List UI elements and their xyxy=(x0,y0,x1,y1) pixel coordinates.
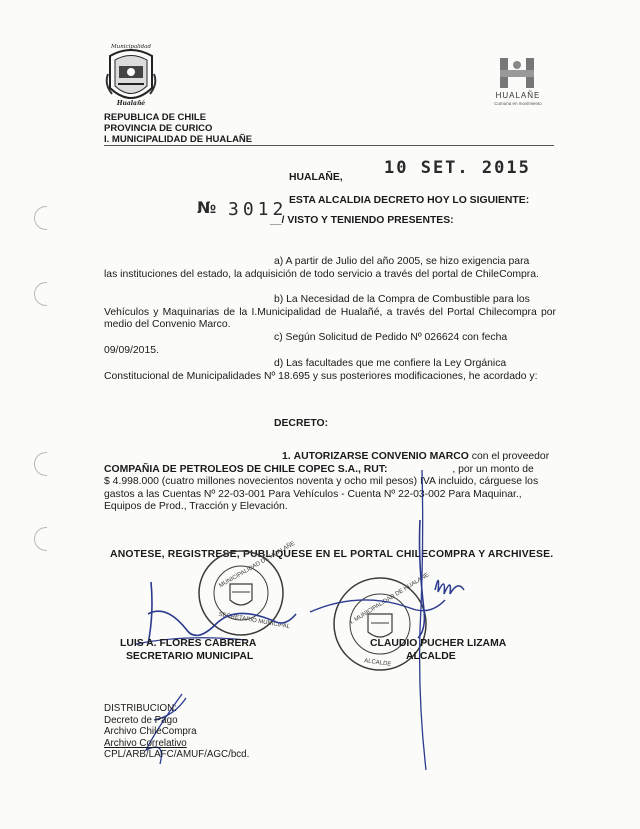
mayor-signature xyxy=(300,520,470,640)
punch-hole xyxy=(34,452,47,476)
secretary-name: LUIS A. FLORES CABRERA xyxy=(120,638,257,649)
visto-line: __/ VISTO Y TENIENDO PRESENTES: xyxy=(270,215,454,226)
distribution-item: Archivo ChileCompra xyxy=(104,726,197,737)
consideration-d: d) Las facultades que me confiere la Ley Orgánica Constitucional de Municipalidades Nº 18.695 y sus posteriores modificaciones, he acordado y: xyxy=(104,358,538,382)
header-municipality: I. MUNICIPALIDAD DE HUALAÑE xyxy=(104,134,253,145)
svg-text:№: № xyxy=(197,198,217,217)
mayor-seal-top: I. MUNICIPALIDAD DE HUALAÑE xyxy=(349,572,431,626)
hualane-h-icon xyxy=(486,56,550,90)
header-divider xyxy=(104,145,554,146)
decreto-title: DECRETO: xyxy=(274,418,329,429)
header-country: REPUBLICA DE CHILE xyxy=(104,112,207,123)
punch-hole xyxy=(34,282,47,306)
logo-name: HUALAÑE xyxy=(495,91,541,100)
number-symbol-icon xyxy=(196,198,217,217)
header-block xyxy=(104,112,252,145)
intro-line: ESTA ALCALDIA DECRETO HOY LO SIGUIENTE: xyxy=(289,195,530,206)
consideration-c: c) Según Solicitud de Pedido Nº 026624 con fecha 09/09/2015. xyxy=(104,332,508,356)
place-label: HUALAÑE, xyxy=(289,172,343,183)
date-stamp: 10 SET. 2015 xyxy=(384,158,531,178)
crest-top-text: Municipalidad xyxy=(111,44,151,50)
distribution-item: Decreto de Pago xyxy=(104,714,178,726)
secretary-seal-top: MUNICIPALIDAD DE HUALAÑE xyxy=(218,540,297,590)
distribution-title: DISTRIBUCION: xyxy=(104,703,177,714)
header-province: PROVINCIA DE CURICO xyxy=(104,123,213,134)
punch-hole xyxy=(34,527,47,551)
punch-hole xyxy=(34,206,47,230)
distribution-item: Archivo Correlativo xyxy=(104,737,187,749)
mayor-title: ALCALDE xyxy=(406,651,456,662)
considerations xyxy=(104,256,556,383)
decree-item: 1. AUTORIZARSE CONVENIO MARCO con el proveedor COMPAÑIA DE PETROLEOS DE CHILE COPEC S.A., RUT: , por un monto de $ 4.998.000 (cuatro millones novecientos noventa y ocho mil pesos) IVA incluido, cárguese los gastos a las Cuentas Nº 22-03-001 Para Vehículos - Cuenta Nº 22-03-002 Para Maquinar., Equipos de Prod., Tracción y Elevación. xyxy=(104,451,556,514)
secretary-seal-bottom: SECRETARIO MUNICIPAL xyxy=(218,611,291,631)
consideration-b: b) La Necesidad de la Compra de Combustible para los Vehículos y Maquinarias de la I.Municipalidad de Hualañé, a través del Portal Chilecompra por medio del Convenio Marco. xyxy=(104,294,556,330)
decree-item-lead: 1. AUTORIZARSE CONVENIO MARCO con el proveedor xyxy=(282,451,550,462)
hualane-logo xyxy=(486,56,550,112)
decree-pen-stroke xyxy=(404,470,444,770)
secretary-title: SECRETARIO MUNICIPAL xyxy=(126,651,254,662)
decree-number: 3012 xyxy=(228,199,288,220)
crest-bottom-text: Hualañé xyxy=(116,100,146,107)
municipal-crest-logo xyxy=(106,44,156,110)
consideration-a: a) A partir de Julio del año 2005, se hizo exigencia para las instituciones del estado, la adquisición de todo servicio a través del portal de ChileCompra. xyxy=(104,256,539,280)
closing-line: ANOTESE, REGISTRESE, PUBLIQUESE EN EL PORTAL CHILECOMPRA Y ARCHIVESE. xyxy=(110,549,554,560)
distribution-item: CPL/ARB/LAFC/AMUF/AGC/bcd. xyxy=(104,749,250,760)
mayor-seal-bottom: ALCALDE xyxy=(363,658,392,668)
mayor-name: CLAUDIO PUCHER LIZAMA xyxy=(370,638,507,649)
logo-tagline: Comuna en movimiento xyxy=(494,101,542,106)
decree-item-company: COMPAÑIA DE PETROLEOS DE CHILE COPEC S.A., RUT: , por un monto de xyxy=(104,463,534,475)
distribution-block xyxy=(104,703,249,761)
